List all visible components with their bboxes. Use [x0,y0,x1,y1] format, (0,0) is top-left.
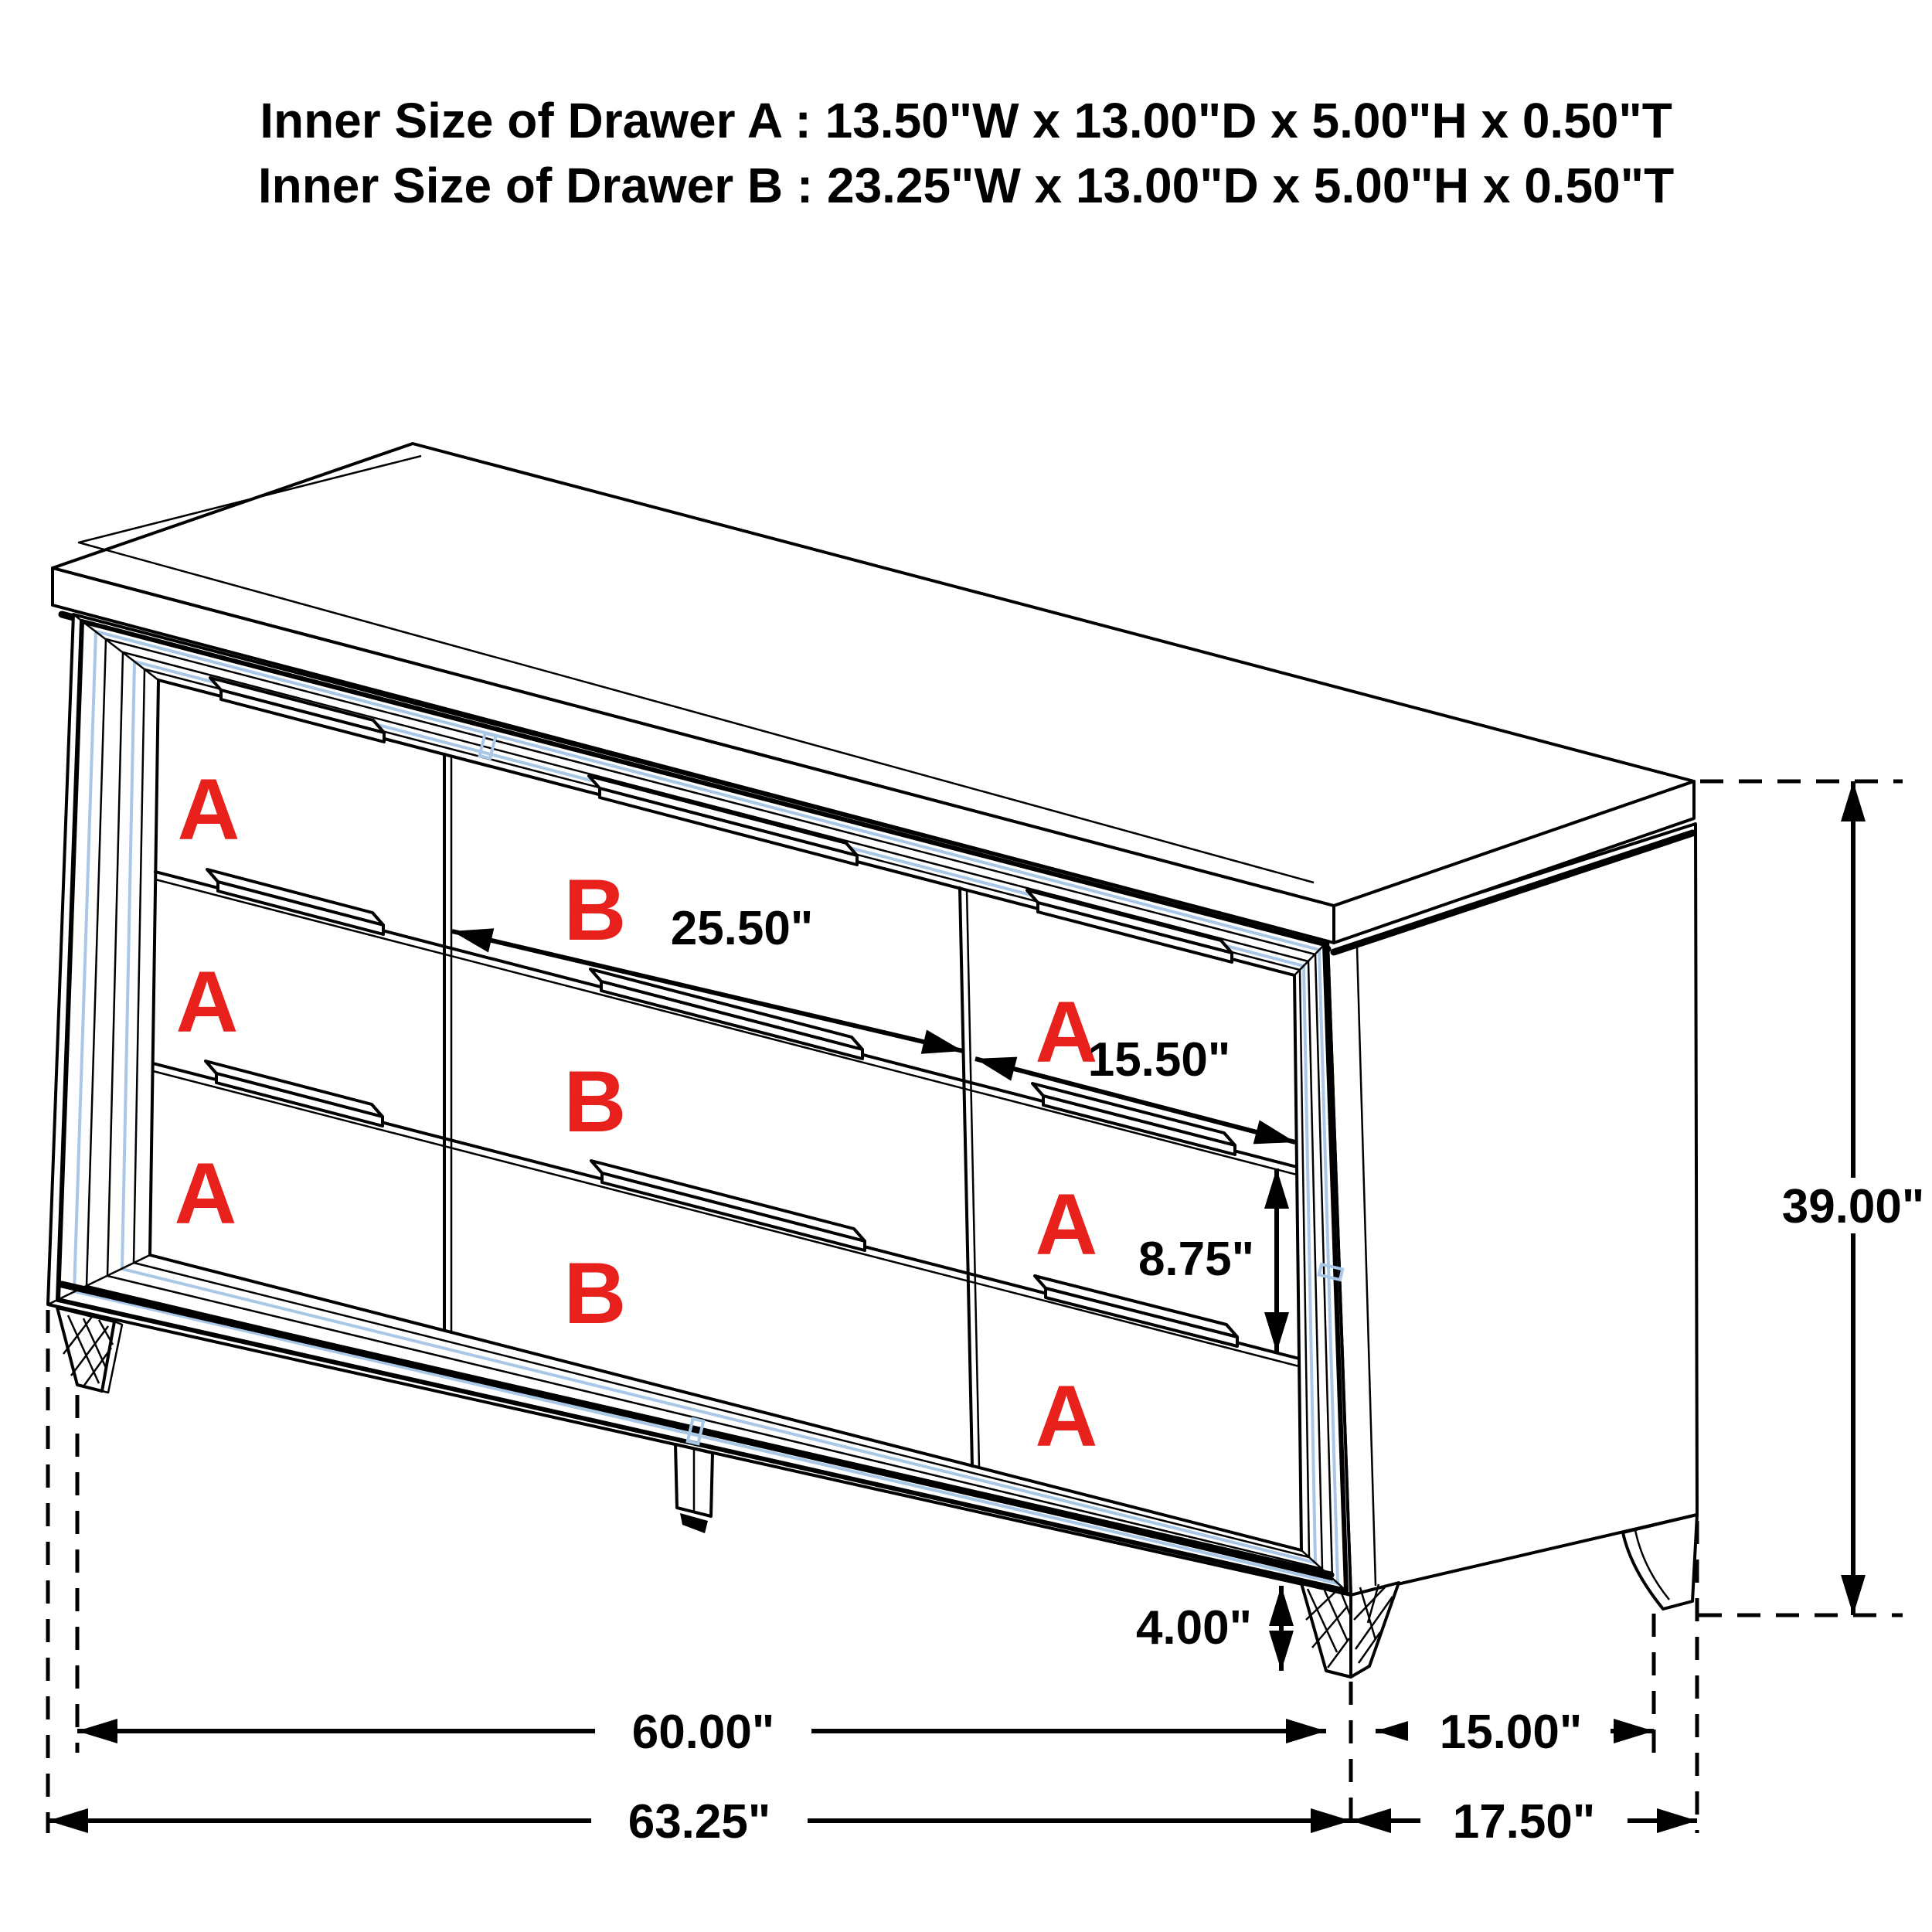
dim-label-17-50: 17.50" [1452,1795,1596,1849]
dim-label-25-50: 25.50" [670,902,814,955]
label-drawer-a2-left: A [175,954,239,1050]
dim-label-39-00: 39.00" [1781,1180,1925,1233]
dim-label-8-75: 8.75" [1138,1233,1255,1286]
label-drawer-a3-right: A [1035,1368,1098,1464]
leg-middle [675,1444,713,1533]
dim-label-60-00: 60.00" [631,1706,775,1759]
label-drawer-b1: B [563,862,627,958]
leg-front-left [57,1308,122,1393]
label-drawer-b3: B [563,1245,627,1342]
title-line-1: Inner Size of Drawer A : 13.50"W x 13.00"D x 5.00"H x 0.50"T [260,93,1672,148]
label-drawer-a3-left: A [174,1145,237,1242]
title-line-2: Inner Size of Drawer B : 23.25"W x 13.00"D x 5.00"H x 0.50"T [257,158,1675,213]
dim-overall-height [1748,781,1932,1615]
dim-label-15-50: 15.50" [1087,1033,1231,1087]
dim-label-15-00: 15.00" [1439,1706,1583,1759]
side-panel [1328,824,1697,1595]
dim-overall-width [48,1794,1351,1849]
leg-back-right [1623,1515,1697,1609]
label-drawer-b2: B [563,1053,627,1150]
dim-overall-depth [1351,1794,1697,1849]
dim-label-63-25: 63.25" [628,1795,771,1849]
diagram-title [258,93,1674,213]
side-face [1328,824,1697,1595]
label-drawer-a1-right: A [1035,984,1098,1080]
dim-depth-between-legs [1376,1705,1654,1759]
label-drawer-a1-left: A [177,761,240,858]
dim-width-between-legs [77,1705,1326,1759]
dim-leg-height [1136,1586,1281,1671]
leg-front-right [1301,1583,1399,1677]
label-drawer-a2-right: A [1035,1176,1098,1273]
dim-label-4-00: 4.00" [1135,1601,1253,1655]
